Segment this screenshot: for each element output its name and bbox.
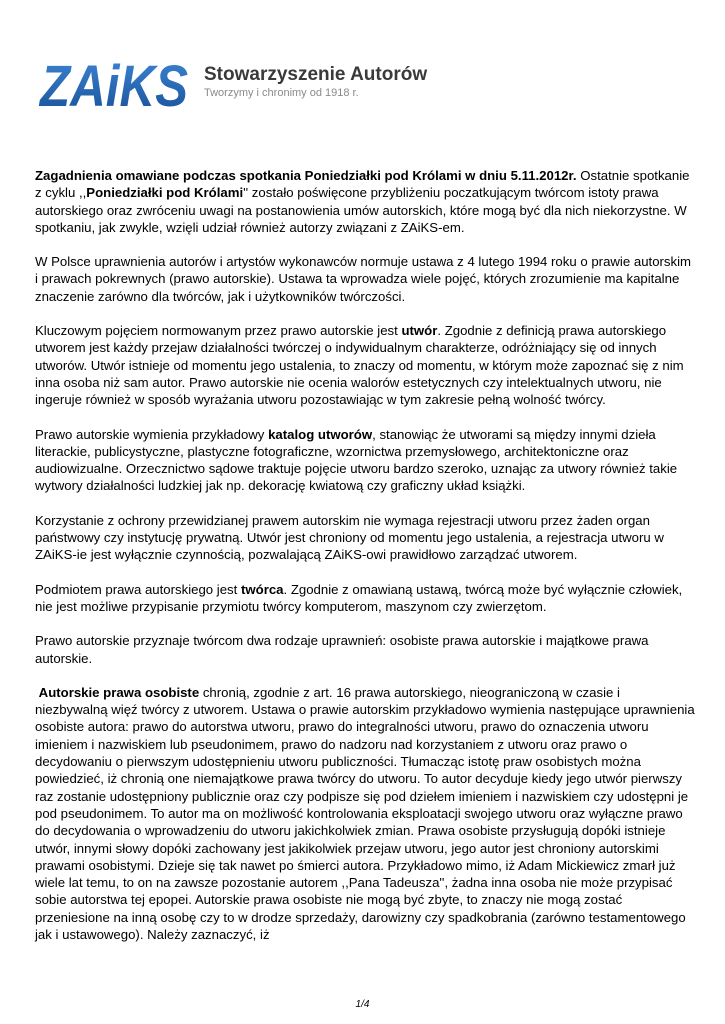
paragraph-legislation: W Polsce uprawnienia autorów i artystów wykonawców normuje ustawa z 4 lutego 1994 roku o prawie autorskim i prawach pokrewnych (prawo autorskie). Ustawa ta wprowadza wiele pojęć, których zrozumienie ma kapitalne znaczenie zarówno dla twórców, jak i użytkowników twórczości. (35, 254, 692, 304)
paragraph-work-definition (35, 322, 695, 408)
page-number: 1/4 (355, 999, 370, 1010)
paragraph-rights-types: Prawo autorskie przyznaje twórcom dwa rodzaje uprawnień: osobiste prawa autorskie i majątkowe prawa autorskie. (35, 633, 649, 666)
author-text-a: Podmiotem prawa autorskiego jest (35, 581, 241, 597)
term-utwor: utwór (401, 323, 438, 339)
author-text-b: . Zgodnie z omawianą ustawą, twórcą może być wyłącznie człowiek, nie jest możliwe przypisanie przymiotu twórcy komputerom, maszynom czy zwierzętom. (35, 581, 683, 614)
catalog-text-b: , stanowiąc że utworami są między innymi dzieła literackie, publicystyczne, plastyczne fotograficzne, wzornictwa przemysłowego, architektoniczne oraz audiowizualne. Orzecznictwo sądowe traktuje pojęcie utworu bardzo szeroko, uznając za utwory również takie wytwory działalności ludzkiej jak np. dekorację kwiatową czy graficzny układ książki. (35, 426, 678, 494)
paragraph-author (35, 581, 695, 616)
term-personal-rights: Autorskie prawa osobiste (38, 684, 200, 700)
organization-name: Stowarzyszenie Autorów (204, 64, 428, 85)
work-text-a: Kluczowym pojęciem normowanym przez prawo autorskie jest (35, 323, 402, 339)
intro-text-a: Ostatnie spotkanie z cyklu ,, (35, 168, 690, 201)
term-katalog: katalog utworów (268, 426, 373, 442)
document-header (38, 52, 438, 119)
cycle-name: Poniedziałki pod Królami (86, 185, 244, 201)
organization-tagline: Tworzymy i chronimy od 1918 r. (204, 87, 359, 99)
term-tworca: twórca (240, 581, 284, 597)
svg-text:ZAiKS: ZAiKS (38, 54, 189, 119)
zaiks-logo (38, 54, 190, 119)
paragraph-intro (35, 167, 695, 236)
work-text-b: . Zgodnie z definicją prawa autorskiego utworem jest każdy przejaw działalności twórczej o indywidualnym charakterze, odróżniający się od innych utworów. Utwór istnieje od momentu jego ustalenia, to znaczy od momentu, w którym może zapoznać się z nim inna osoba niż sam autor. Prawo autorskie nie ocenia walorów estetycznych czy intelektualnych utworu, nie ingeruje również w sposób wyrażania utworu pozostawiając w tym zakresie pełną wolność twórcy. (35, 323, 684, 408)
intro-heading: Zagadnienia omawiane podczas spotkania Poniedziałki pod Królami w dniu 5.11.2012r. (35, 168, 577, 183)
intro-text-b: '' zostało poświęcone przybliżeniu poczatkującym twórcom istoty prawa autorskiego oraz zwróceniu uwagi na postanowienia umów autorskich, które mogą być dla nich niekorzystne. W spotkaniu, jak zwykle, wzięli udział również autorzy związani z ZAiKS-em. (35, 185, 687, 235)
document-body (35, 167, 695, 960)
paragraph-registration: Korzystanie z ochrony przewidzianej prawem autorskim nie wymaga rejestracji utworu przez żaden organ państwowy czy instytucję prywatną. Utwór jest chroniony od momentu jego ustalenia, a rejestracja utworu w ZAiKS-ie jest wyłącznie czynnością, pozwalającą ZAiKS-owi prawidłowo zarządzać utworem. (35, 512, 664, 563)
personal-rights-text: chronią, zgodnie z art. 16 prawa autorskiego, nieograniczoną w czasie i niezbywalną więź twórcy z utworem. Ustawa o prawie autorskim przykładowo wymienia następujące uprawnienia osobiste autora: prawo do autorstwa utworu, prawo do integralności utworu, prawo do oznaczenia utworu imieniem i nazwiskiem lub pseudonimem, prawo do nadzoru nad korzystaniem z utworu oraz prawo o decydowaniu o pierwszym udostępnieniu utworu publiczności. Tłumacząc istotę praw osobistych można powiedzieć, iż chronią one niemajątkowe prawa twórcy do utworu. To autor decyduje kiedy jego utwór pierwszy raz zostanie udostępniony publicznie oraz czy podpisze się pod dziełem imieniem i nazwiskiem czy udostępni je pod pseudonimem. To autor ma on możliwość kontrolowania eksploatacji swojego utworu oraz wyłączne prawo do decydowania o wprowadzeniu do utworu jakichkolwiek zmian. Prawa osobiste przysługują dopóki istnieje utwór, innymi słowy dopóki zachowany jest jakikolwiek przejaw utworu, jego autor jest chroniony autorskimi prawami osobistymi. Dzieje się tak nawet po śmierci autora. Przykładowo mimo, iż Adam Mickiewicz zmarł już wiele lat temu, to on na zawsze pozostanie autorem ,,Pana Tadeusza'', żadna inna osoba nie może przypisać sobie autorstwa tej epopei. Autorskie prawa osobiste nie mogą być zbyte, to znaczy nie mogą zostać przeniesione na inną osobę czy to w drodze sprzedaży, darowizny czy spadkobrania (zarówno testamentowego jak i ustawowego). Należy zaznaczyć, iż (35, 684, 695, 942)
catalog-text-a: Prawo autorskie wymienia przykładowy (35, 426, 269, 442)
paragraph-catalog (35, 426, 695, 495)
paragraph-personal-rights (35, 684, 695, 943)
